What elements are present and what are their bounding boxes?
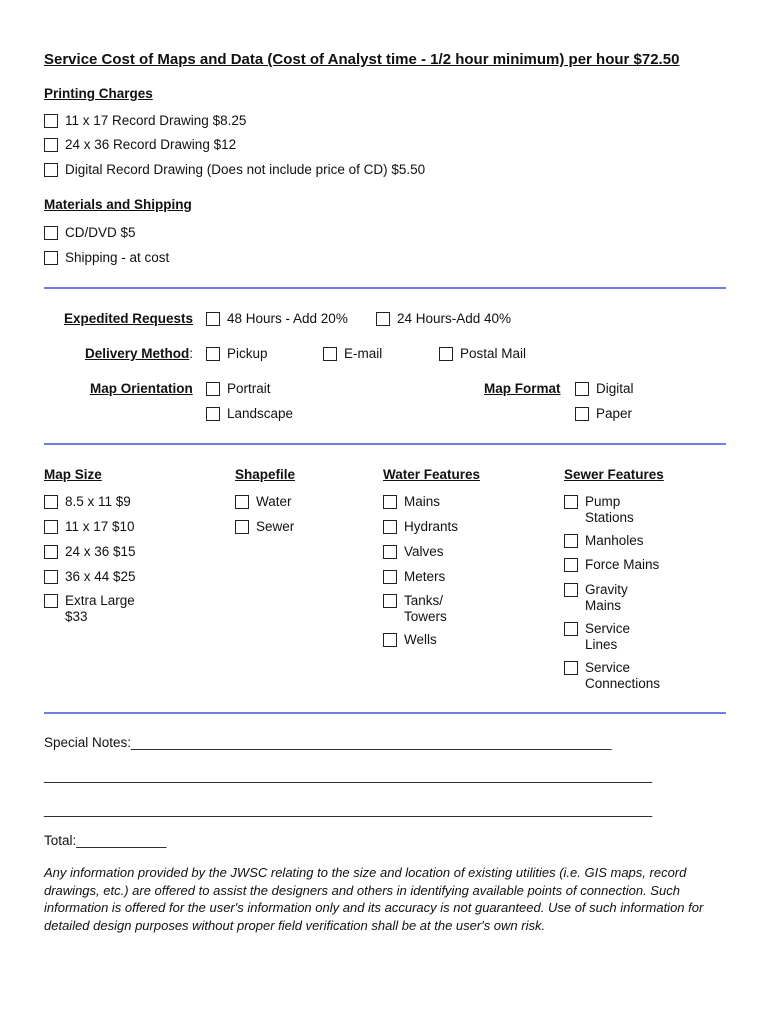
option-sewer-manholes[interactable]: Manholes xyxy=(564,533,644,549)
checkbox[interactable] xyxy=(206,382,220,396)
option-map-size-36x44[interactable]: 36 x 44 $25 xyxy=(44,569,136,585)
option-map-size-extra-large[interactable]: Extra Large $33 xyxy=(44,593,144,625)
special-notes-line[interactable]: _________________________________________________________________________________ xyxy=(44,768,653,783)
divider xyxy=(44,443,726,445)
materials-shipping-heading: Materials and Shipping xyxy=(44,197,192,212)
expedited-requests-label: Expedited Requests xyxy=(64,311,194,326)
option-11x17-record-drawing[interactable]: 11 x 17 Record Drawing $8.25 xyxy=(44,113,246,129)
checkbox[interactable] xyxy=(575,382,589,396)
option-sewer-force-mains[interactable]: Force Mains xyxy=(564,557,659,573)
option-shipping[interactable]: Shipping - at cost xyxy=(44,250,169,266)
checkbox[interactable] xyxy=(323,347,337,361)
total-field[interactable]: Total:____________ xyxy=(44,833,167,848)
checkbox[interactable] xyxy=(206,407,220,421)
water-features-heading: Water Features xyxy=(383,467,481,482)
checkbox[interactable] xyxy=(44,495,58,509)
option-water-mains[interactable]: Mains xyxy=(383,494,440,510)
divider xyxy=(44,712,726,714)
checkbox[interactable] xyxy=(383,633,397,647)
checkbox[interactable] xyxy=(564,622,578,636)
option-email[interactable]: E-mail xyxy=(323,346,382,362)
checkbox[interactable] xyxy=(439,347,453,361)
special-notes-field[interactable]: Special Notes:________________________________________________________________ xyxy=(44,735,612,750)
checkbox[interactable] xyxy=(383,570,397,584)
sewer-features-heading: Sewer Features xyxy=(564,467,664,482)
option-map-size-11x17[interactable]: 11 x 17 $10 xyxy=(44,519,135,535)
checkbox[interactable] xyxy=(235,520,249,534)
printing-charges-heading: Printing Charges xyxy=(44,86,153,101)
option-paper[interactable]: Paper xyxy=(575,406,632,422)
checkbox[interactable] xyxy=(44,226,58,240)
option-landscape[interactable]: Landscape xyxy=(206,406,293,422)
option-digital-record-drawing[interactable]: Digital Record Drawing (Does not include price of CD) $5.50 xyxy=(44,162,425,178)
option-sewer-service-lines[interactable]: Service Lines xyxy=(564,621,644,653)
option-water-wells[interactable]: Wells xyxy=(383,632,437,648)
option-map-size-8x11[interactable]: 8.5 x 11 $9 xyxy=(44,494,131,510)
page-title: Service Cost of Maps and Data (Cost of Analyst time - 1/2 hour minimum) per hour $72.50 xyxy=(44,51,680,68)
checkbox[interactable] xyxy=(383,520,397,534)
option-24-hours[interactable]: 24 Hours-Add 40% xyxy=(376,311,511,327)
map-format-label: Map Format xyxy=(484,381,561,396)
option-cd-dvd[interactable]: CD/DVD $5 xyxy=(44,225,136,241)
checkbox[interactable] xyxy=(44,251,58,265)
map-size-heading: Map Size xyxy=(44,467,102,482)
option-postal-mail[interactable]: Postal Mail xyxy=(439,346,526,362)
checkbox[interactable] xyxy=(44,114,58,128)
option-map-size-24x36[interactable]: 24 x 36 $15 xyxy=(44,544,136,560)
disclaimer-text: Any information provided by the JWSC relating to the size and location of existing utilities (i.e. GIS maps, record drawings, etc.) are offered to assist the designers and others in identifying available points of connection. Such information is offered for the user's information only and its accuracy is not guaranteed. Use of such information for detailed design purposes without proper field verification shall be at the user's own risk. xyxy=(44,865,704,933)
checkbox[interactable] xyxy=(564,583,578,597)
option-water-tanks-towers[interactable]: Tanks/ Towers xyxy=(383,593,461,625)
checkbox[interactable] xyxy=(383,495,397,509)
option-sewer-pump-stations[interactable]: Pump Stations xyxy=(564,494,654,526)
checkbox[interactable] xyxy=(575,407,589,421)
checkbox[interactable] xyxy=(383,594,397,608)
option-shapefile-water[interactable]: Water xyxy=(235,494,292,510)
option-digital[interactable]: Digital xyxy=(575,381,634,397)
checkbox[interactable] xyxy=(44,594,58,608)
option-water-meters[interactable]: Meters xyxy=(383,569,445,585)
checkbox[interactable] xyxy=(564,558,578,572)
option-24x36-record-drawing[interactable]: 24 x 36 Record Drawing $12 xyxy=(44,137,236,153)
checkbox[interactable] xyxy=(44,520,58,534)
option-48-hours[interactable]: 48 Hours - Add 20% xyxy=(206,311,348,327)
delivery-method-label: Delivery Method: xyxy=(85,346,194,361)
option-portrait[interactable]: Portrait xyxy=(206,381,271,397)
checkbox[interactable] xyxy=(44,138,58,152)
checkbox[interactable] xyxy=(376,312,390,326)
checkbox[interactable] xyxy=(564,534,578,548)
option-water-hydrants[interactable]: Hydrants xyxy=(383,519,458,535)
checkbox[interactable] xyxy=(206,347,220,361)
checkbox[interactable] xyxy=(235,495,249,509)
divider xyxy=(44,287,726,289)
checkbox[interactable] xyxy=(383,545,397,559)
checkbox[interactable] xyxy=(44,570,58,584)
map-orientation-label: Map Orientation xyxy=(90,381,193,396)
option-sewer-service-connections[interactable]: Service Connections xyxy=(564,660,674,692)
special-notes-line[interactable]: _________________________________________________________________________________ xyxy=(44,802,653,817)
checkbox[interactable] xyxy=(44,163,58,177)
checkbox[interactable] xyxy=(564,495,578,509)
checkbox[interactable] xyxy=(206,312,220,326)
shapefile-heading: Shapefile xyxy=(235,467,296,482)
checkbox[interactable] xyxy=(564,661,578,675)
option-water-valves[interactable]: Valves xyxy=(383,544,444,560)
option-shapefile-sewer[interactable]: Sewer xyxy=(235,519,294,535)
option-sewer-gravity-mains[interactable]: Gravity Mains xyxy=(564,582,644,614)
checkbox[interactable] xyxy=(44,545,58,559)
option-pickup[interactable]: Pickup xyxy=(206,346,268,362)
